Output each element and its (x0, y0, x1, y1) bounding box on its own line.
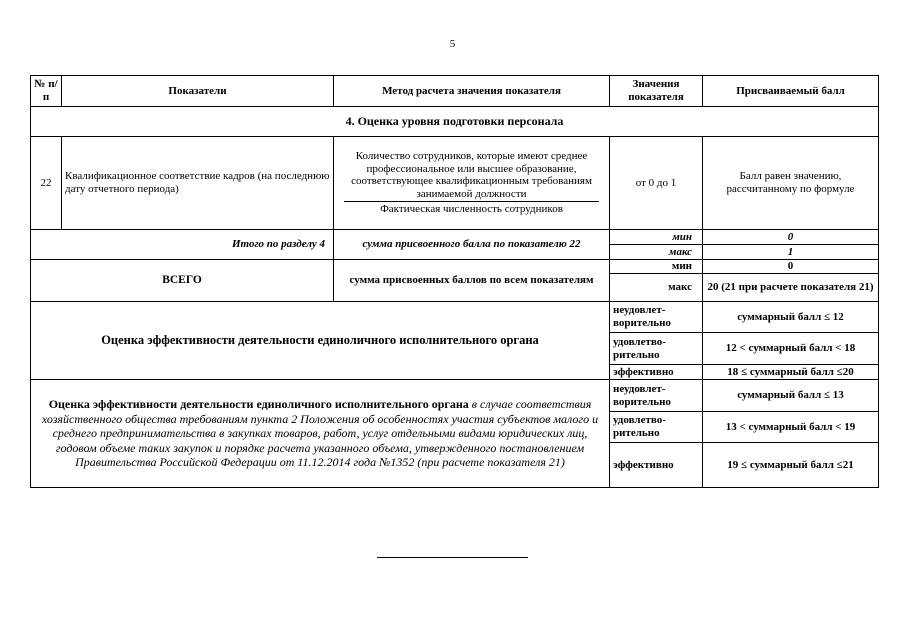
section-title: 4. Оценка уровня подготовки персонала (31, 107, 879, 137)
section-total-method: сумма присвоенного балла по показателю 22 (334, 230, 610, 260)
header-num: № п/п (31, 76, 62, 107)
page-number: 5 (449, 38, 456, 50)
grand-total-min-value: 0 (703, 260, 879, 274)
row-method (334, 137, 610, 230)
section-total-min-value: 0 (703, 230, 879, 245)
grand-total-max-value: 20 (21 при расчете показателя 21) (703, 274, 879, 302)
efficiency2-label (31, 380, 610, 488)
section-total-max-label: макс (610, 245, 703, 260)
section-total-min-row (31, 230, 879, 245)
section-total-min-label: мин (610, 230, 703, 245)
efficiency1-grade-3: эффективно (610, 365, 703, 380)
efficiency1-range-3: 18 ≤ суммарный балл ≤20 (703, 365, 879, 380)
header-method: Метод расчета значения показателя (334, 76, 610, 107)
section-total-label: Итого по разделу 4 (31, 230, 334, 260)
efficiency2-range-3: 19 ≤ суммарный балл ≤21 (703, 443, 879, 488)
method-numerator: Количество сотрудников, которые имеют среднее профессиональное или высшее образование, соответствующее квалификационным требованиям занимаемой должности (344, 150, 599, 203)
row-num: 22 (31, 137, 62, 230)
footer-divider (377, 557, 528, 558)
efficiency1-grade-2: удовлетво-рительно (610, 333, 703, 365)
grand-total-method: сумма присвоенных баллов по всем показателям (334, 260, 610, 302)
efficiency2-grade-2: удовлетво-рительно (610, 412, 703, 443)
grand-total-min-label: мин (610, 260, 703, 274)
indicators-table (30, 75, 879, 488)
table-header-row (31, 76, 879, 107)
efficiency2-label-rest: в случае соответствия хозяйственного общества требованиям пункта 2 Положения об особенностях участия субъектов малого и среднего предпринимательства в закупках товаров, работ, услуг отдельными видами юридических лиц, годовом объеме таких закупок и порядке расчета указанного объема, утвержденного постановлением Правительства Российской Федерации от 11.12.2014 года №1352 (при расчете показателя 21) (41, 396, 599, 470)
efficiency1-range-1: суммарный балл ≤ 12 (703, 302, 879, 333)
header-values: Значения показателя (610, 76, 703, 107)
efficiency1-row-1 (31, 302, 879, 333)
section-title-row (31, 107, 879, 137)
efficiency1-range-2: 12 < суммарный балл < 18 (703, 333, 879, 365)
table-row (31, 137, 879, 230)
section-total-max-value: 1 (703, 245, 879, 260)
grand-total-label: ВСЕГО (31, 260, 334, 302)
efficiency1-label: Оценка эффективности деятельности единоличного исполнительного органа (31, 302, 610, 380)
header-indicator: Показатели (62, 76, 334, 107)
grand-total-min-row (31, 260, 879, 274)
row-values: от 0 до 1 (610, 137, 703, 230)
method-denominator: Фактическая численность сотрудников (380, 203, 563, 216)
row-indicator: Квалификационное соответствие кадров (на последнюю дату отчетного периода) (62, 137, 334, 230)
grand-total-max-label: макс (610, 274, 703, 302)
efficiency2-row-1 (31, 380, 879, 412)
efficiency2-label-lead: Оценка эффективности деятельности единоличного исполнительного органа (48, 396, 469, 411)
efficiency2-range-2: 13 < суммарный балл < 19 (703, 412, 879, 443)
row-score: Балл равен значению, рассчитанному по формуле (703, 137, 879, 230)
efficiency2-grade-3: эффективно (610, 443, 703, 488)
efficiency2-range-1: суммарный балл ≤ 13 (703, 380, 879, 412)
efficiency1-grade-1: неудовлет-ворительно (610, 302, 703, 333)
header-score: Присваиваемый балл (703, 76, 879, 107)
efficiency2-grade-1: неудовлет-ворительно (610, 380, 703, 412)
